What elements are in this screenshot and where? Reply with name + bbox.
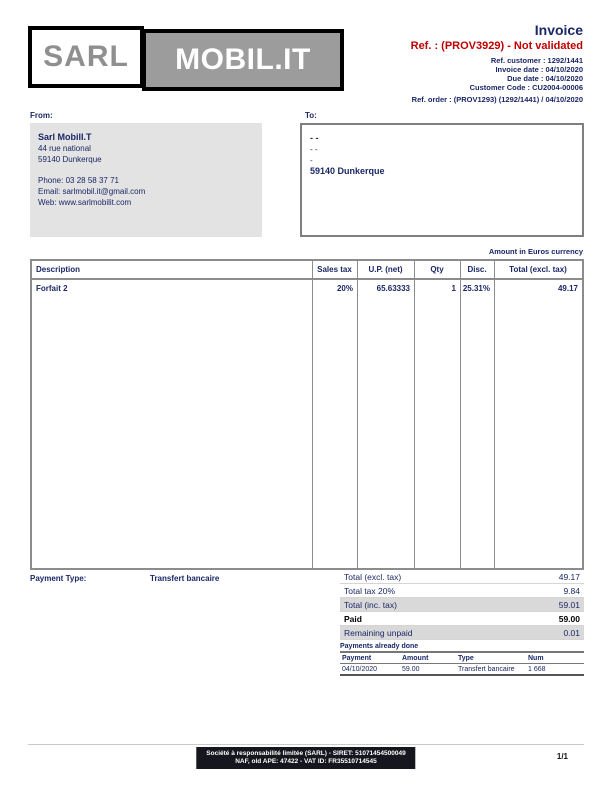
ref-customer: Ref. customer : 1292/1441 [490,56,583,65]
from-spacer [38,165,254,175]
from-address-line2: 59140 Dunkerque [38,155,102,164]
remaining-unpaid-row [340,626,584,640]
item-total: 49.17 [557,283,578,293]
invoice-date: Invoice date : 04/10/2020 [495,65,583,74]
from-label: From: [30,111,53,120]
footer-legal-line2: NAF, old APE: 47422 - VAT ID: FR35510714545 [235,758,377,765]
total-excl-tax-value: 49.17 [558,571,580,582]
payment-type: Transfert bancaire [458,665,515,673]
total-inc-tax-label: Total (inc. tax) [344,599,397,610]
remaining-unpaid-value: 0.01 [563,627,580,638]
remaining-unpaid-label: Remaining unpaid [344,627,413,638]
total-inc-tax-row [340,598,584,612]
due-date: Due date : 04/10/2020 [507,74,583,83]
table-column-divider [494,261,495,568]
company-logo [28,26,344,91]
from-company-name: Sarl MobilI.T [38,132,92,142]
total-excl-tax-row [340,570,584,584]
invoice-title: Invoice [534,22,583,38]
ref-order: Ref. order : (PROV1293) (1292/1441) / 04/10/2020 [411,95,583,104]
col-header-description: Description [36,265,81,274]
payment-type-value: Transfert bancaire [150,574,220,583]
to-line-2: - - [310,145,318,154]
payment-num: 1 668 [528,665,546,673]
col-header-total: Total (excl. tax) [509,265,567,274]
payments-col-type: Type [458,654,474,662]
payment-type-label: Payment Type: [30,574,87,583]
total-excl-tax-label: Total (excl. tax) [344,571,402,582]
to-line-3: - [310,156,313,165]
from-address-box [30,123,262,237]
item-sales-tax: 20% [336,283,353,293]
to-label: To: [305,111,317,120]
invoice-ref-not-validated: Ref. : (PROV3929) - Not validated [410,40,583,52]
payments-done-row [340,664,584,676]
payments-col-payment: Payment [342,654,372,662]
total-tax-row [340,584,584,598]
to-address-box [300,123,584,237]
total-inc-tax-value: 59.01 [558,599,580,610]
payments-done-table [340,651,584,676]
footer-divider [28,744,584,745]
item-description: Forfait 2 [36,283,68,293]
items-table-header-row [32,261,582,280]
item-qty: 1 [451,283,456,293]
payment-date: 04/10/2020 [342,665,378,673]
logo-mobilit-box [142,29,344,91]
table-column-divider [414,261,415,568]
from-address-line1: 44 rue national [38,144,91,153]
payments-done-title: Payments already done [340,643,419,650]
to-line-4: 59140 Dunkerque [310,166,385,176]
payments-done-header-row [340,651,584,664]
item-disc: 25.31% [462,283,490,293]
paid-label: Paid [344,613,362,624]
customer-code: Customer Code : CU2004-00006 [469,83,583,92]
footer-legal [196,747,415,769]
payments-col-amount: Amount [402,654,429,662]
currency-note: Amount in Euros currency [488,247,583,256]
from-web: Web: www.sarlmobilit.com [38,198,132,207]
payments-col-num: Num [528,654,544,662]
col-header-disc: Disc. [467,265,487,274]
payment-amount: 59.00 [402,665,420,673]
to-line-1: - - [310,133,319,143]
table-column-divider [460,261,461,568]
from-phone: Phone: 03 28 58 37 71 [38,176,119,185]
paid-value: 59.00 [558,613,580,624]
totals-summary [340,570,584,640]
table-column-divider [312,261,313,568]
items-table [30,259,584,570]
logo-mobilit-text: MOBIL.IT [175,43,311,76]
total-tax-label: Total tax 20% [344,585,396,596]
logo-sarl-box [28,26,144,88]
page-number: 1/1 [556,752,568,761]
table-row [32,280,582,296]
table-column-divider [357,261,358,568]
col-header-sales-tax: Sales tax [317,265,352,274]
footer-legal-line1: Société à responsabilité limitée (SARL) - SIRET: 51071454500049 [206,750,406,757]
paid-row [340,612,584,626]
col-header-qty: Qty [430,265,444,274]
item-up-net: 65.63333 [376,283,410,293]
logo-sarl-text: SARL [43,40,129,73]
invoice-header [411,22,583,104]
from-email: Email: sarlmobil.it@gmail.com [38,187,146,196]
col-header-up-net: U.P. (net) [368,265,403,274]
total-tax-value: 9.84 [563,585,580,596]
